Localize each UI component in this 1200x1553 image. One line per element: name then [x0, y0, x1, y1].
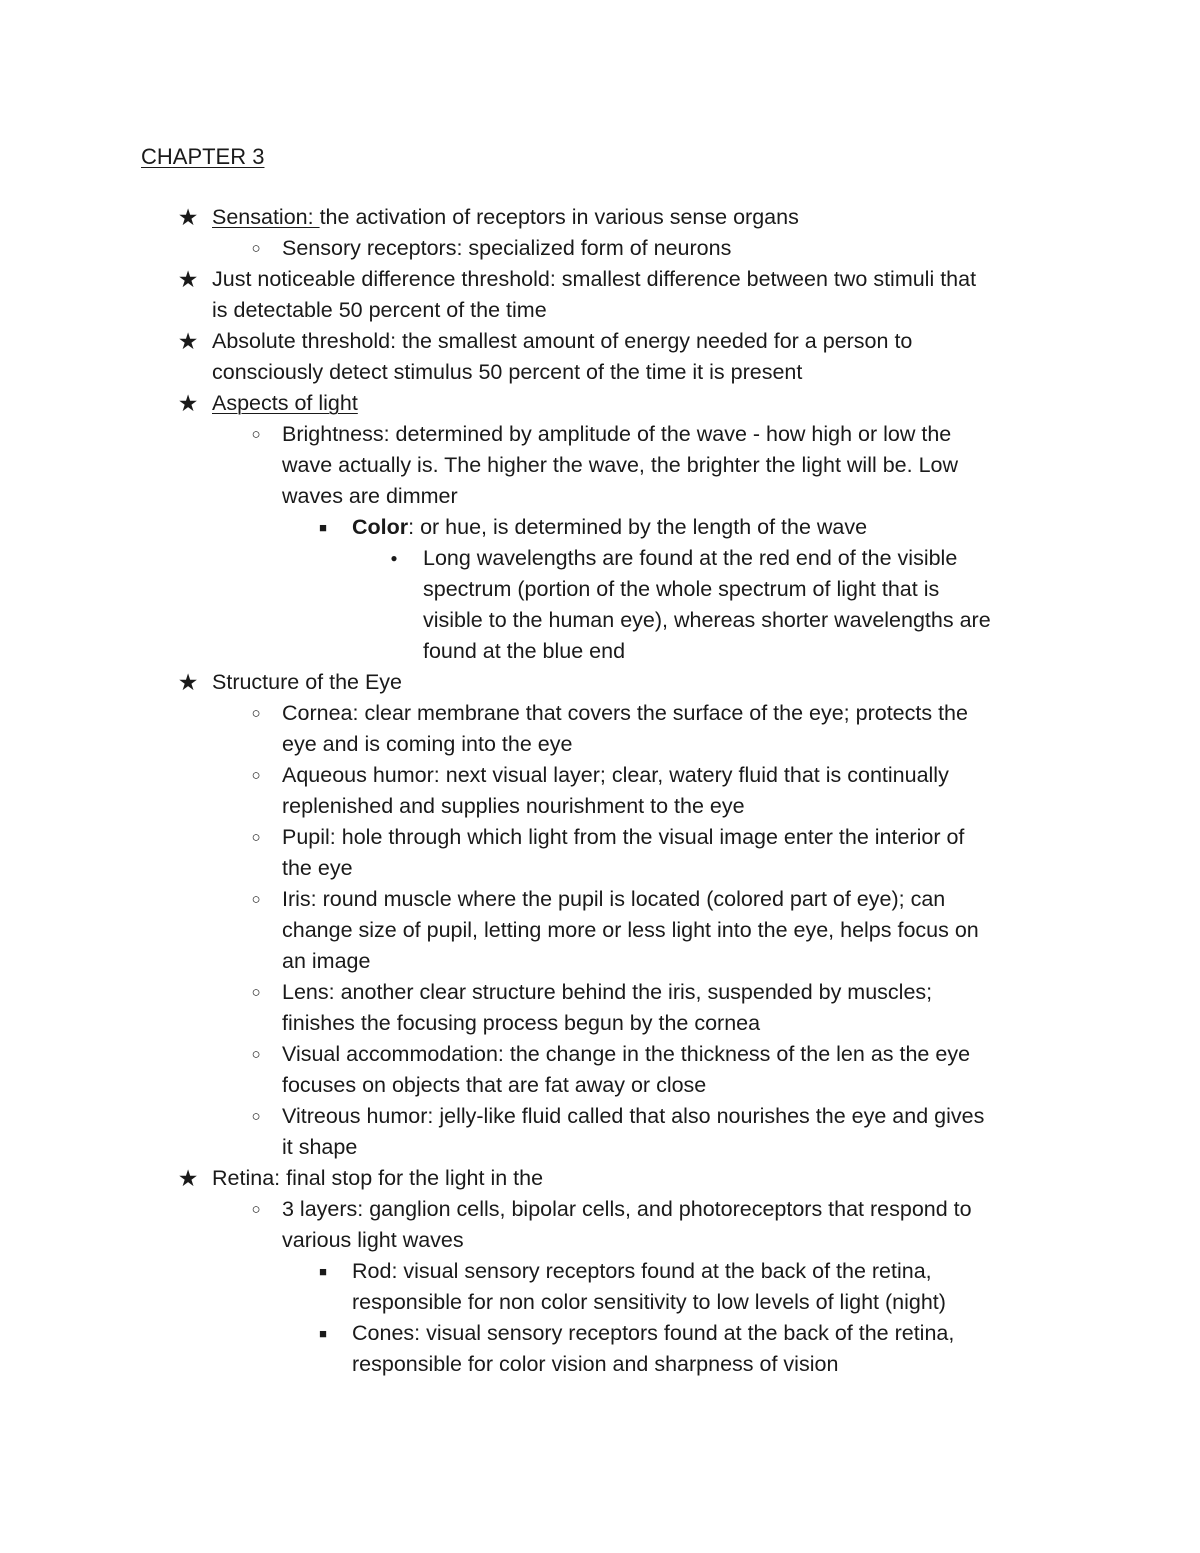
list-item-text: Rod: visual sensory receptors found at the back of the retina,	[352, 1259, 932, 1283]
circle-bullet-icon: ○	[251, 1046, 261, 1063]
list-item-sensory-receptors	[0, 233, 1200, 264]
list-item-continuation	[0, 729, 1200, 760]
circle-bullet-icon: ○	[251, 1108, 261, 1125]
list-item-text: Just noticeable difference threshold: smallest difference between two stimuli that	[212, 267, 977, 291]
list-item-lens	[0, 977, 1200, 1008]
list-item-text: Cones: visual sensory receptors found at the back of the retina,	[352, 1321, 955, 1345]
star-bullet-icon: ★	[177, 328, 199, 354]
list-item-aqueous-humor	[0, 760, 1200, 791]
star-bullet-icon: ★	[177, 390, 199, 416]
list-item-text: Visual accommodation: the change in the thickness of the len as the eye	[282, 1042, 971, 1066]
list-item-continuation	[0, 946, 1200, 977]
list-item-text: an image	[282, 949, 371, 973]
list-item-continuation	[0, 853, 1200, 884]
list-item-continuation	[0, 1225, 1200, 1256]
list-item-brightness	[0, 419, 1200, 450]
list-item-text: change size of pupil, letting more or less light into the eye, helps focus on	[282, 918, 979, 942]
list-item-vitreous-humor	[0, 1101, 1200, 1132]
list-item-text: Iris: round muscle where the pupil is located (colored part of eye); can	[282, 887, 946, 911]
circle-bullet-icon: ○	[251, 767, 261, 784]
list-item-continuation	[0, 1349, 1200, 1380]
star-bullet-icon: ★	[177, 204, 199, 230]
list-item-text: replenished and supplies nourishment to the eye	[282, 794, 745, 818]
list-item-text: Absolute threshold: the smallest amount of energy needed for a person to	[212, 329, 913, 353]
list-item-continuation	[0, 1008, 1200, 1039]
list-item-text: spectrum (portion of the whole spectrum of light that is	[423, 577, 940, 601]
list-item-continuation	[0, 481, 1200, 512]
list-item-text: found at the blue end	[423, 639, 626, 663]
list-item-iris	[0, 884, 1200, 915]
circle-bullet-icon: ○	[251, 891, 261, 908]
list-item-continuation	[0, 357, 1200, 388]
list-item-text	[352, 512, 867, 543]
list-item-structure-of-eye	[0, 667, 1200, 698]
star-bullet-icon: ★	[177, 1165, 199, 1191]
dot-bullet-icon: ●	[390, 551, 398, 565]
list-item-pupil	[0, 822, 1200, 853]
square-bullet-icon: ■	[319, 520, 327, 535]
square-bullet-icon: ■	[319, 1264, 327, 1279]
list-item-text	[212, 202, 799, 233]
page-title: CHAPTER 3	[141, 144, 265, 169]
star-bullet-icon: ★	[177, 669, 199, 695]
list-item-continuation	[0, 450, 1200, 481]
circle-bullet-icon: ○	[251, 705, 261, 722]
list-item-aspects-of-light	[0, 388, 1200, 419]
list-item-three-layers	[0, 1194, 1200, 1225]
list-item-continuation	[0, 605, 1200, 636]
list-item-text: responsible for non color sensitivity to low levels of light (night)	[352, 1290, 946, 1314]
list-item-text: various light waves	[282, 1228, 464, 1252]
list-item-text: responsible for color vision and sharpness of vision	[352, 1352, 839, 1376]
list-item-cones	[0, 1318, 1200, 1349]
circle-bullet-icon: ○	[251, 240, 261, 257]
list-item-continuation	[0, 1287, 1200, 1318]
list-item-text: Aqueous humor: next visual layer; clear, watery fluid that is continually	[282, 763, 949, 787]
circle-bullet-icon: ○	[251, 1201, 261, 1218]
list-item-retina	[0, 1163, 1200, 1194]
section-heading: Aspects of light	[212, 391, 358, 415]
list-item-text: consciously detect stimulus 50 percent of the time it is present	[212, 360, 803, 384]
list-item-text: it shape	[282, 1135, 358, 1159]
list-item-text: Long wavelengths are found at the red end of the visible	[423, 546, 958, 570]
list-item-text: 3 layers: ganglion cells, bipolar cells, and photoreceptors that respond to	[282, 1197, 972, 1221]
list-item-text: Pupil: hole through which light from the visual image enter the interior of	[282, 825, 965, 849]
list-item-cornea	[0, 698, 1200, 729]
list-item-long-wavelengths	[0, 543, 1200, 574]
list-item-text: Brightness: determined by amplitude of the wave - how high or low the	[282, 422, 952, 446]
list-item-jnd-threshold	[0, 264, 1200, 295]
list-item-continuation	[0, 574, 1200, 605]
list-item-continuation	[0, 915, 1200, 946]
list-item-text: Cornea: clear membrane that covers the surface of the eye; protects the	[282, 701, 968, 725]
list-item-text: Lens: another clear structure behind the iris, suspended by muscles;	[282, 980, 933, 1004]
list-item-rod	[0, 1256, 1200, 1287]
list-item-visual-accommodation	[0, 1039, 1200, 1070]
term-label: Sensation:	[212, 205, 320, 229]
list-item-text: Sensory receptors: specialized form of neurons	[282, 236, 732, 260]
list-item-continuation	[0, 636, 1200, 667]
list-item-continuation	[0, 1070, 1200, 1101]
list-item-sensation	[0, 202, 1200, 233]
list-item-text: focuses on objects that are fat away or close	[282, 1073, 707, 1097]
term-label: Color	[352, 515, 409, 539]
list-item-continuation	[0, 1132, 1200, 1163]
list-item-text: visible to the human eye), whereas shorter wavelengths are	[423, 608, 991, 632]
circle-bullet-icon: ○	[251, 426, 261, 443]
list-item-text: Structure of the Eye	[212, 670, 403, 694]
list-item-text: wave actually is. The higher the wave, the brighter the light will be. Low	[282, 453, 959, 477]
circle-bullet-icon: ○	[251, 984, 261, 1001]
list-item-text: the eye	[282, 856, 353, 880]
definition-text: the activation of receptors in various sense organs	[319, 205, 799, 229]
definition-text: : or hue, is determined by the length of the wave	[408, 515, 868, 539]
square-bullet-icon: ■	[319, 1326, 327, 1341]
list-item-text: finishes the focusing process begun by the cornea	[282, 1011, 761, 1035]
list-item-text: Retina: final stop for the light in the	[212, 1166, 544, 1190]
list-item-color	[0, 512, 1200, 543]
list-item-text: eye and is coming into the eye	[282, 732, 573, 756]
list-item-absolute-threshold	[0, 326, 1200, 357]
list-item-continuation	[0, 791, 1200, 822]
circle-bullet-icon: ○	[251, 829, 261, 846]
list-item-continuation	[0, 295, 1200, 326]
list-item-text: is detectable 50 percent of the time	[212, 298, 547, 322]
star-bullet-icon: ★	[177, 266, 199, 292]
list-item-text: waves are dimmer	[282, 484, 458, 508]
list-item-text: Vitreous humor: jelly-like fluid called that also nourishes the eye and gives	[282, 1104, 985, 1128]
